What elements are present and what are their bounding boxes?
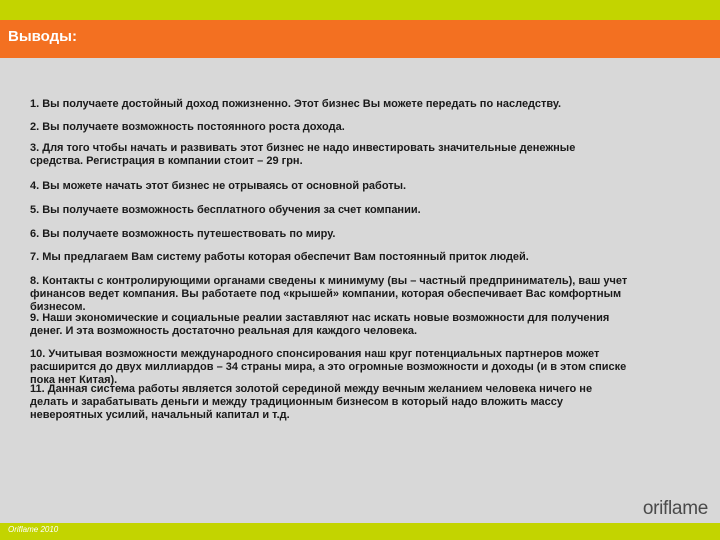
list-item: 5. Вы получаете возможность бесплатного обучения за счет компании. [30,204,421,216]
footer-text: Oriflame 2010 [8,525,59,534]
oriflame-logo: oriflame [642,498,708,519]
list-item: 4. Вы можете начать этот бизнес не отрываясь от основной работы. [30,180,407,192]
list-item: 10. Учитывая возможности международного спонсирования наш круг потенциальных партнеров может расширится до двух миллиардов – 34 страны мира, а это огромные возможности и доходы (и в этом списке пока нет Китая). [30,348,627,386]
title-bar [0,20,720,58]
list-item: 2. Вы получаете возможность постоянного роста дохода. [30,121,345,133]
list-item: 11. Данная система работы является золотой серединой между вечным желанием человека ничего не делать и зарабатывать деньги и между традиционным бизнесом в который надо вложить массу невероятных усилий, начальный капитал и т.д. [30,383,593,421]
list-item: 8. Контакты с контролирующими органами сведены к минимуму (вы – частный предприниматель), ваш учет финансов ведет компания. Вы работаете под «крышей» компании, которая обеспечивает Вас комфортным бизнесом. [30,275,628,313]
slide-title: Выводы: [8,28,77,45]
top-accent-band [0,0,720,20]
list-item: 6. Вы получаете возможность путешествовать по миру. [30,228,336,240]
list-item: 7. Мы предлагаем Вам систему работы которая обеспечит Вам постоянный приток людей. [30,251,529,263]
list-item: 1. Вы получаете достойный доход пожизненно. Этот бизнес Вы можете передать по наследству. [30,98,562,110]
list-item: 9. Наши экономические и социальные реалии заставляют нас искать новые возможности для получения денег. И эта возможность достаточно реальная для каждого человека. [30,312,610,337]
list-item: 3. Для того чтобы начать и развивать этот бизнес не надо инвестировать значительные денежные средства. Регистрация в компании стоит – 29 грн. [30,142,576,167]
footer-band [0,523,720,540]
content-area [0,58,720,523]
